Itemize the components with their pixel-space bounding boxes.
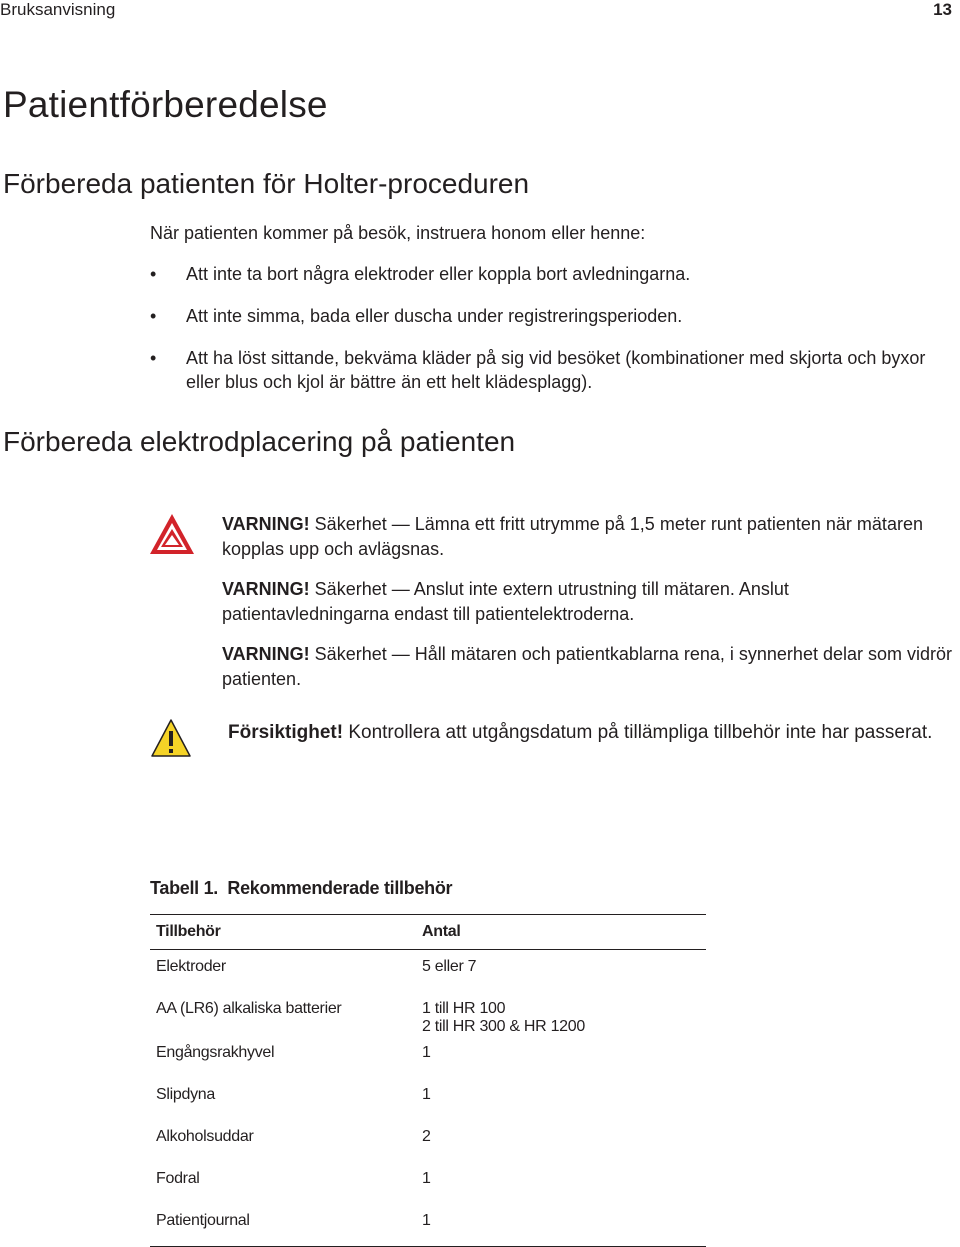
cell-qty: 2 — [422, 1128, 431, 1145]
table-row — [150, 1162, 706, 1204]
cell-item: Slipdyna — [156, 1086, 215, 1103]
caution-triangle-icon — [150, 718, 192, 758]
cell-item: Patientjournal — [156, 1212, 250, 1229]
section-heading-electrode: Förbereda elektrodplacering på patienten — [3, 426, 516, 457]
accessories-table — [150, 914, 706, 1247]
page-title: Patientförberedelse — [3, 84, 328, 125]
cell-qty-line2: 2 till HR 300 & HR 1200 — [422, 1018, 585, 1035]
cell-qty-line1: 1 till HR 100 — [422, 1000, 506, 1017]
table-title: Tabell 1. Rekommenderade tillbehör — [150, 878, 453, 898]
cell-item: Fodral — [156, 1170, 200, 1187]
cell-qty: 5 eller 7 — [422, 958, 477, 975]
table-row — [150, 1204, 706, 1247]
list-item: • Att ha löst sittande, bekväma kläder på sig vid besöket (kombinationer med skjorta och byxor eller blus och kjol är bättre än ett helt klädesplagg). — [150, 348, 926, 392]
instruction-list — [150, 262, 940, 412]
cell-qty — [416, 992, 706, 1036]
table-row — [150, 1036, 706, 1078]
list-item: • Att inte ta bort några elektroder eller koppla bort avledningarna. — [150, 264, 691, 284]
bullet-icon: • — [150, 264, 157, 284]
table-row — [150, 1120, 706, 1162]
bullet-icon: • — [150, 306, 157, 326]
list-item: • Att inte simma, bada eller duscha under registreringsperioden. — [150, 306, 683, 326]
cell-item: Alkoholsuddar — [156, 1128, 254, 1145]
table-header-row — [150, 915, 706, 950]
page-number: 13 — [933, 0, 952, 19]
cell-item: Engångsrakhyvel — [156, 1044, 275, 1061]
caution-note: Försiktighet! Kontrollera att utgångsdatum på tillämpliga tillbehör inte har passerat. — [228, 722, 933, 743]
cell-qty: 1 — [422, 1044, 431, 1061]
cell-qty: 1 — [422, 1170, 431, 1187]
bullet-icon: • — [150, 348, 157, 368]
warning-2: VARNING! Säkerhet — Anslut inte extern utrustning till mätaren. Anslut patientavledningarna endast till patientelektroderna. — [222, 579, 789, 624]
warning-3: VARNING! Säkerhet — Håll mätaren och patientkablarna rena, i synnerhet delar som vidrör patienten. — [222, 644, 952, 689]
table-row — [150, 950, 706, 993]
table-row — [150, 992, 706, 1036]
warning-1: VARNING! Säkerhet — Lämna ett fritt utrymme på 1,5 meter runt patienten när mätaren kopplas upp och avlägsnas. — [222, 514, 923, 559]
cell-item: AA (LR6) alkaliska batterier — [156, 1000, 342, 1017]
column-header-qty: Antal — [422, 923, 461, 940]
column-header-item: Tillbehör — [156, 923, 221, 940]
cell-qty: 1 — [422, 1212, 431, 1229]
electrical-hazard-triangle-icon — [148, 512, 196, 556]
cell-item: Elektroder — [156, 958, 226, 975]
running-header: Bruksanvisning — [0, 0, 116, 19]
table-row — [150, 1078, 706, 1120]
section-heading-holter: Förbereda patienten för Holter-proceduren — [3, 168, 530, 199]
intro-paragraph: När patienten kommer på besök, instruera honom eller henne: — [150, 223, 646, 243]
cell-qty: 1 — [422, 1086, 431, 1103]
